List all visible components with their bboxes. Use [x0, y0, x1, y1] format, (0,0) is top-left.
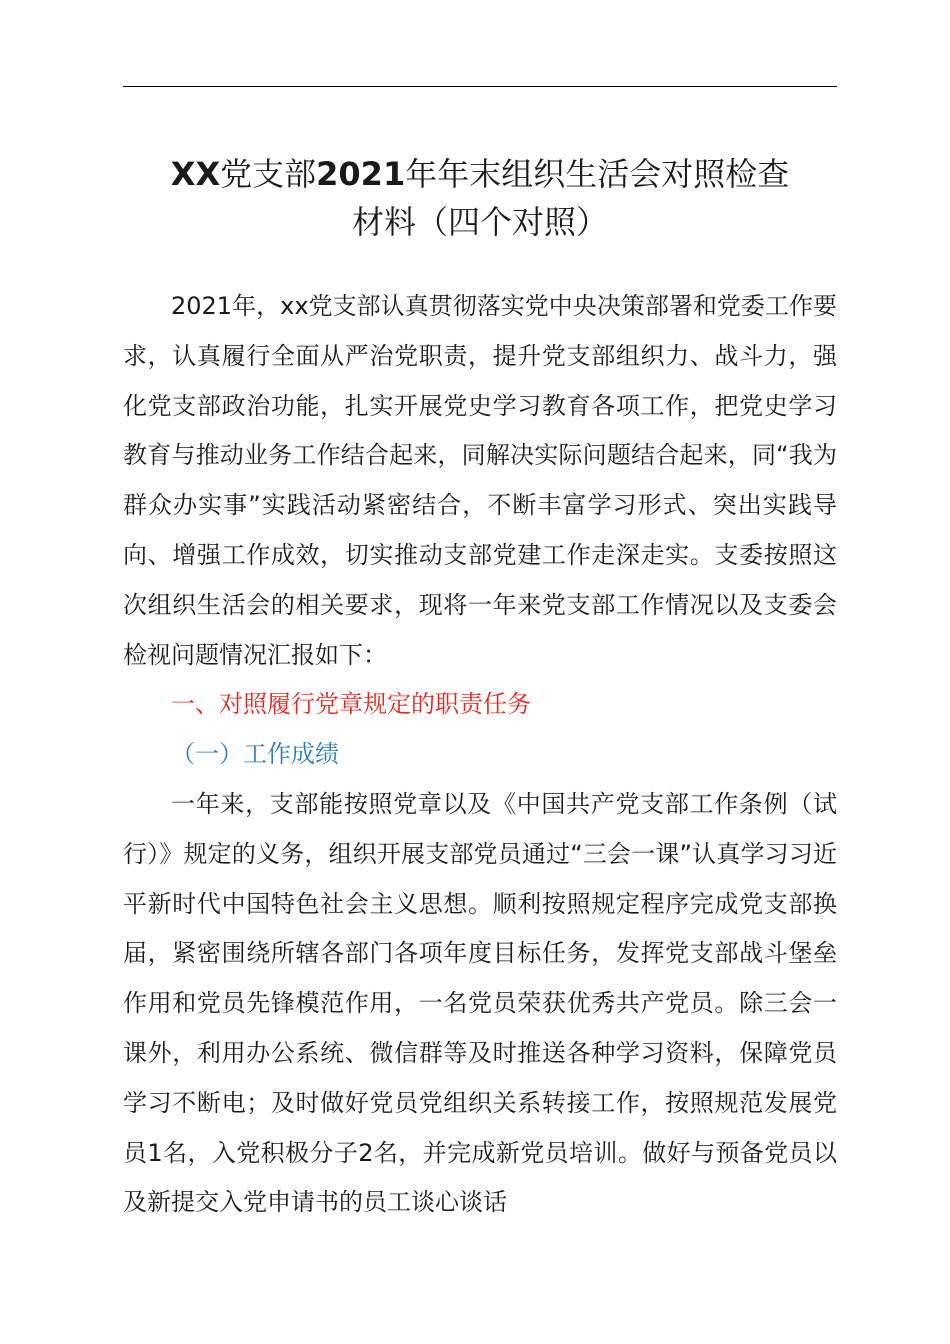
title-year: 2021 [316, 155, 406, 193]
title-org: 党支部 [220, 155, 317, 193]
document-body [123, 282, 837, 1228]
body-paragraph: 一年来，支部能按照党章以及《中国共产党支部工作条例（试行）》规定的义务，组织开展支部党员通过“三会一课”认真学习习近平新时代中国特色社会主义思想。顺利按照规定程序完成党支部换届，紧密围绕所辖各部门各项年度目标任务，发挥党支部战斗堡垒作用和党员先锋模范作用，一名党员荣获优秀共产党员。除三会一课外，利用办公系统、微信群等及时推送各种学习资料，保障党员学习不断电；及时做好党员党组织关系转接工作，按照规范发展党员1名，入党积极分子2名，并完成新党员培训。做好与预备党员以及新提交入党申请书的员工谈心谈话 [123, 789, 837, 1217]
section-heading: 一、对照履行党章规定的职责任务 [171, 690, 531, 719]
document-title [110, 150, 850, 246]
intro-paragraph: 2021年，xx党支部认真贯彻落实党中央决策部署和党委工作要求，认真履行全面从严治党职责，提升党支部组织力、战斗力，强化党支部政治功能，扎实开展党史学习教育各项工作，把党史学习教育与推动业务工作结合起来，同解决实际问题结合起来，同“我为群众办实事”实践活动紧密结合，不断丰富学习形式、突出实践导向、增强工作成效，切实推动支部党建工作走深走实。支委按照这次组织生活会的相关要求，现将一年来党支部工作情况以及支委会检视问题情况汇报如下： [123, 292, 837, 669]
title-prefix: XX [170, 155, 221, 193]
subsection-heading: （一）工作成绩 [171, 740, 339, 769]
title-rest: 年年末组织生活会对照检查 [405, 155, 790, 193]
header-rule [123, 86, 837, 87]
title-line-2: 材料（四个对照） [351, 203, 608, 241]
